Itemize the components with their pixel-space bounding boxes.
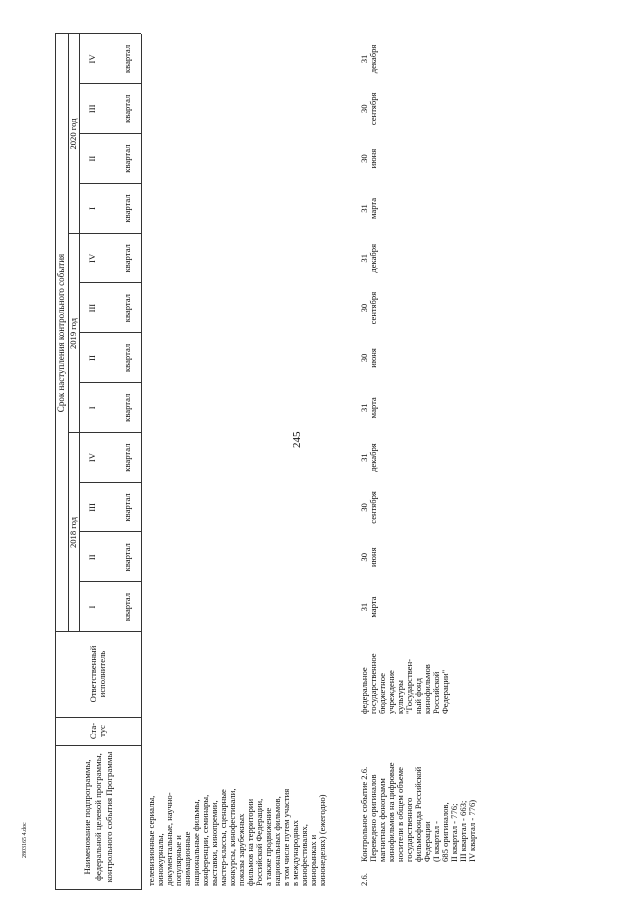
responsible-executor: федеральное государственное бюджетное учреждение культуры "Государствен- ный фонд кинофильмов Российской Федерации" [359, 653, 451, 714]
deadline-day: 30 [359, 104, 369, 114]
header-year-2020: 2020 год [67, 118, 78, 150]
deadline-day: 31 [359, 254, 369, 263]
header-responsible-column: Ответственный исполнитель [87, 645, 107, 703]
header-quarter-cell [80, 483, 140, 533]
deadline-month: марта [368, 596, 379, 618]
deadline-month: марта [368, 197, 379, 219]
deadline-day: 31 [359, 54, 369, 64]
grid-line [55, 745, 141, 746]
deadline-month: сентября [368, 491, 379, 524]
grid-line [79, 282, 141, 283]
quarter-word: квартал [122, 44, 132, 74]
deadline-day: 30 [359, 353, 369, 363]
header-year-2019: 2019 год [67, 317, 78, 350]
grid-line [68, 233, 141, 234]
quarter-word: квартал [122, 244, 132, 273]
grid-line [79, 83, 141, 84]
deadline-date [360, 333, 378, 383]
deadline-month: декабря [368, 443, 379, 472]
deadline-date [360, 283, 378, 333]
deadline-month: сентября [368, 291, 379, 325]
control-event-description: Контрольное событие 2.6. Переведено оригиналов магнитных фонограмм кинофильмов на цифровые носители в общем объеме государственного фильмофонда Российской Федерации (I квартал - 685 оригиналов, II квартал - 776; III квартал - 663; IV квартал - 776) [359, 762, 478, 862]
header-quarter-cell [80, 34, 140, 84]
deadline-day: 30 [359, 303, 369, 313]
deadline-day: 31 [359, 602, 369, 612]
grid-line [55, 717, 141, 718]
header-quarter-cell [80, 283, 140, 333]
deadline-month: июня [368, 148, 379, 169]
deadline-month: июня [368, 547, 379, 568]
grid-line [79, 532, 141, 533]
quarter-numeral: IV [86, 253, 97, 263]
deadline-date [360, 383, 378, 433]
quarter-word: квартал [122, 443, 132, 472]
quarter-word: квартал [122, 343, 132, 373]
header-quarter-cell [80, 532, 140, 582]
quarter-word: квартал [122, 194, 132, 223]
quarter-numeral: I [86, 207, 97, 210]
grid-line [79, 183, 141, 184]
quarter-numeral: III [86, 104, 97, 114]
deadline-date [360, 134, 378, 184]
deadline-month: декабря [368, 243, 379, 273]
document-id: 2803165 4.doc [22, 822, 28, 858]
header-quarter-cell [80, 333, 140, 383]
deadline-day: 31 [359, 403, 369, 413]
grid-line [68, 34, 69, 632]
grid-line [55, 631, 141, 632]
grid-line [55, 34, 56, 890]
deadline-date [360, 34, 378, 84]
grid-line [55, 33, 141, 34]
header-quarter-cell [80, 233, 140, 283]
grid-line [79, 133, 141, 134]
quarter-word: квартал [122, 593, 132, 622]
deadline-day: 30 [359, 154, 369, 163]
header-year-2018: 2018 год [67, 516, 78, 549]
deadline-date [360, 233, 378, 283]
header-quarter-cell [80, 134, 140, 184]
quarter-numeral: IV [86, 453, 97, 463]
grid-line [68, 432, 141, 433]
row-number: 2.6. [359, 873, 369, 886]
quarter-numeral: II [86, 155, 97, 162]
quarter-numeral: I [86, 406, 97, 410]
header-deadline: Срок наступления контрольного события [56, 253, 67, 413]
deadline-day: 31 [359, 453, 369, 462]
quarter-numeral: I [86, 605, 97, 609]
grid-line [79, 581, 141, 582]
quarter-word: квартал [122, 94, 132, 123]
header-quarter-cell [80, 433, 140, 483]
quarter-numeral: IV [86, 54, 97, 64]
header-quarter-cell [80, 383, 140, 433]
quarter-word: квартал [122, 144, 132, 173]
header-quarter-cell [80, 582, 140, 632]
header-quarter-cell [80, 184, 140, 234]
quarter-numeral: II [86, 355, 97, 361]
deadline-month: сентября [368, 92, 379, 126]
quarter-word: квартал [122, 294, 132, 323]
deadline-date [360, 433, 378, 483]
header-quarter-cell [80, 84, 140, 134]
deadline-month: июня [368, 348, 379, 368]
schedule-table [55, 34, 630, 892]
deadline-month: декабря [368, 44, 379, 74]
deadline-day: 30 [359, 503, 369, 512]
deadline-date [360, 582, 378, 632]
grid-line [79, 482, 141, 483]
deadline-date [360, 483, 378, 533]
quarter-numeral: III [86, 503, 97, 512]
grid-line [79, 332, 141, 333]
deadline-month: марта [368, 397, 379, 419]
header-status-column: Ста- тус [87, 722, 107, 740]
quarter-numeral: II [86, 554, 97, 561]
quarter-word: квартал [122, 493, 132, 522]
quarter-word: квартал [122, 543, 132, 572]
quarter-numeral: III [86, 303, 97, 313]
continued-description: телевизионные сериалы, киножурналы, документальные, научно- популярные и анимационные национальные фильмы, конференции, семинары, выставки, кинопремии, мастер-классы, сценарные конкурсы, кинофестивали, показы зарубежных фильмов на территории Российской Федерации, а также продвижение национальных фильмов, в том числе путем участия в международных кинофестивалях, кинорынках и кинонеделях) (ежегодно) [146, 788, 328, 886]
deadline-date [360, 184, 378, 234]
quarter-word: квартал [122, 393, 132, 422]
header-name-column: Наименование подпрограммы, федеральной целевой программы, контрольного события Программы [81, 751, 114, 883]
grid-line [55, 889, 141, 890]
deadline-day: 30 [359, 552, 369, 562]
page-number: 245 [291, 431, 303, 448]
grid-line [141, 34, 142, 890]
deadline-date [360, 84, 378, 134]
deadline-date [360, 532, 378, 582]
deadline-day: 31 [359, 204, 369, 213]
grid-line [79, 382, 141, 383]
